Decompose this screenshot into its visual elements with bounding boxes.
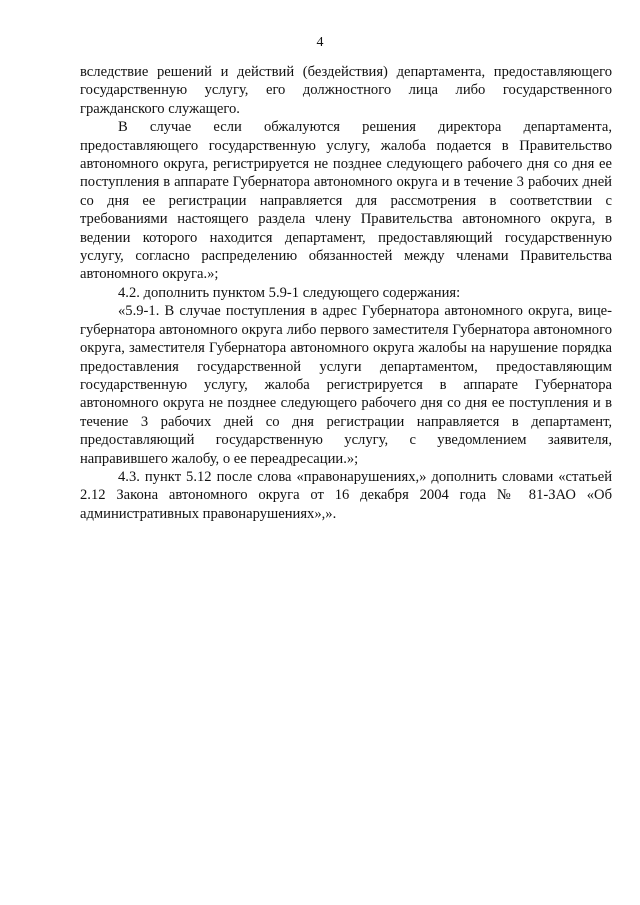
- document-body: [80, 63, 612, 523]
- paragraph-item-5-9-1: «5.9-1. В случае поступления в адрес Губернатора автономного округа, вице-губернатора автономного округа либо первого заместителя Губернатора автономного округа, заместителя Губернатора автономного округа жалобы на нарушение порядка предоставления государственной услуги департаментом, предоставляющим государственную услугу, жалоба регистрируется в аппарате Губернатора автономного округа не позднее следующего рабочего дня со дня ее поступления и в течение 3 рабочих дней со дня регистрации направляется в департамент, предоставляющий государственную услугу, с уведомлением заявителя, направившего жалобу, о ее переадресации.»;: [80, 303, 612, 467]
- paragraph-continuation: вследствие решений и действий (бездействия) департамента, предоставляющего государственную услугу, его должностного лица либо государственного гражданского служащего.: [80, 64, 612, 117]
- paragraph-appeal-director: В случае если обжалуются решения директора департамента, предоставляющего государственную услугу, жалоба подается в Правительство автономного округа, регистрируется не позднее следующего рабочего дня со дня ее поступления в аппарате Губернатора автономного округа и в течение 3 рабочих дней со дня ее регистрации направляется для рассмотрения в соответствии с требованиями настоящего раздела члену Правительства автономного округа, в ведении которого находится департамент, предоставляющий государственную услугу, согласно распределению обязанностей между членами Правительства автономного округа.»;: [80, 119, 612, 283]
- paragraph-item-4-2: 4.2. дополнить пунктом 5.9-1 следующего содержания:: [118, 284, 461, 301]
- paragraph-item-4-3: 4.3. пункт 5.12 после слова «правонарушениях,» дополнить словами «статьей 2.12 Закона автономного округа от 16 декабря 2004 года № 81-ЗАО «Об административных правонарушениях»,».: [80, 468, 612, 522]
- page-number: 4: [316, 35, 324, 50]
